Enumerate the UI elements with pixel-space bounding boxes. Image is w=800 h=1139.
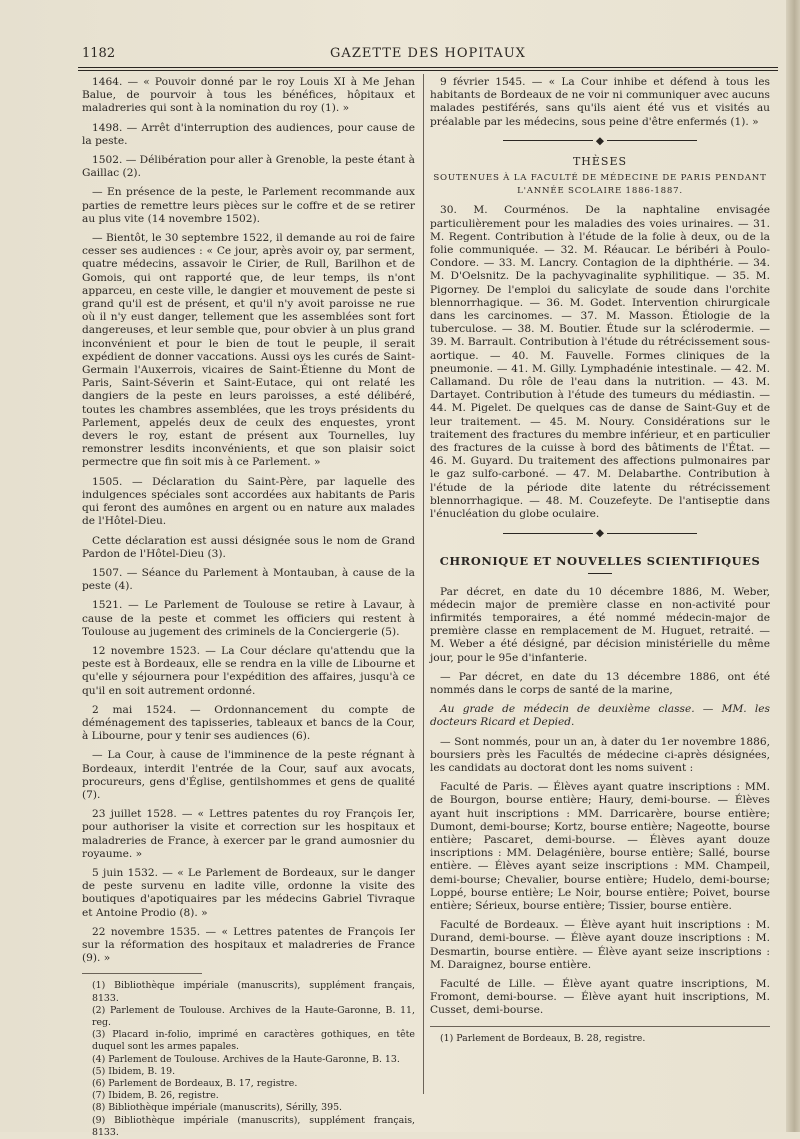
footnote: (6) Parlement de Bordeaux, B. 17, registre.: [92, 1078, 298, 1090]
section-separator: ◆: [430, 527, 770, 541]
footnote: (5) Ibidem, B. 19.: [92, 1065, 176, 1077]
chronology-entry: 1464. — « Pouvoir donné par le roy Louis XI à Me Jehan Balue, de pourvoir à tous les bénéfices, hôpitaux et maladreries qui sont à la nomination du roy (1). »: [82, 76, 415, 115]
header-rule-top: [78, 67, 778, 68]
journal-title: GAZETTE DES HOPITAUX: [330, 46, 526, 61]
theses-list: 30. M. Courménos. De la naphtaline envisagée particulièrement pour les maladies des voies urinaires. — 31. M. Regent. Contribution à l'étude de la folie à deux, ou de la folie communiquée. — 32. M. Réaucar. Le béribéri à Poulo-Condore. — 33. M. Lancry. Contagion de la diphthérie. — 34. M. D'Oelsnitz. De la pachyvaginalite syphilitique. — 35. M. Pigorney. De l'emploi du salicylate de soude dans l'orchite blennorrhagique. — 36. M. Godet. Intervention chirurgicale dans les carcinomes. — 37. M. Masson. Étiologie de la tuberculose. — 38. M. Boutier. Étude sur la sclérodermie. — 39. M. Barrault. Contribution à l'étude du rétrécissement sous-aortique. — 40. M. Fauvelle. Formes cliniques de la pneumonie. — 41. M. Gilly. Lymphadénie intestinale. — 42. M. Callamand. Du rôle de l'eau dans la nutrition. — 43. M. Dartayet. Contribution à l'étude des tumeurs du médiastin. — 44. M. Pigelet. De quelques cas de danse de Saint-Guy et de leur traitement. — 45. M. Noury. Considérations sur le traitement des fractures du membre inférieur, et en particulier des fractures de la cuisse à bord des bâtiments de l'État. — 46. M. Guyard. Du traitement des affections pulmonaires par le gaz sulfo-carboné. — 47. M. Delabarthe. Contribution à l'étude de la période dite latente du rétrécissement blennorrhagique. — 48. M. Couzefeyte. De l'antiseptie dans l'énucléation du globe oculaire.: [430, 204, 770, 521]
news-paragraph: — Sont nommés, pour un an, à dater du 1er novembre 1886, boursiers près les Facultés de médecine ci-après désignées, les candidats au doctorat dont les noms suivent :: [430, 735, 770, 774]
chronology-entry: 9 février 1545. — « La Cour inhibe et défend à tous les habitants de Bordeaux de ne voir ni communiquer avec aucuns malades pestiférés, sans qu'ils aient été vus et visités au préalable par les médecins, sous peine d'être enfermés (1). »: [430, 76, 770, 128]
section-separator: ◆: [430, 135, 770, 149]
news-paragraph: — Par décret, en date du 13 décembre 1886, ont été nommés dans le corps de santé de la marine,: [430, 670, 770, 696]
chronology-entry: 12 novembre 1523. — La Cour déclare qu'attendu que la peste est à Bordeaux, elle se rendra en la ville de Libourne et qu'elle y séjournera pour l'expédition des affaires, jusqu'à ce qu'il en soit autrement ordonné.: [82, 644, 415, 697]
footnote: (8) Bibliothèque impériale (manuscrits), Sérilly, 395.: [92, 1102, 343, 1114]
footnote: (1) Bibliothèque impériale (manuscrits), supplément français, 8133.: [92, 980, 415, 1004]
news-paragraph: Faculté de Bordeaux. — Élève ayant huit inscriptions : M. Durand, demi-bourse. — Élève ayant douze inscriptions : M. Desmartin, bourse entière. — Élève ayant seize inscriptions : M. Daraignez, bourse entière.: [430, 919, 770, 971]
chronology-entry: 5 juin 1532. — « Le Parlement de Bordeaux, sur le danger de peste survenu en ladite ville, ordonne la visite des boutiques d'apotiquaires par les médecins Gabriel Tivraque et Antoine Prodio (8). »: [82, 866, 415, 919]
footnotes-rule: [82, 973, 202, 974]
left-footnotes: [82, 980, 415, 1139]
column-divider: [423, 74, 424, 1094]
chronology-entry: 2 mai 1524. — Ordonnancement du compte de déménagement des tapisseries, tableaux et bancs de la Cour, à Libourne, pour y tenir ses audiences (6).: [82, 703, 415, 743]
theses-subheading: SOUTENUES À LA FACULTÉ DE MÉDECINE DE PARIS PENDANT L'ANNÉE SCOLAIRE 1886-1887.: [433, 173, 767, 197]
footnote: (3) Placard in-folio, imprimé en caractères gothiques, en tête duquel sont les armes papales.: [92, 1029, 415, 1053]
chronology-entry: 22 novembre 1535. — « Lettres patentes de François Ier sur la réformation des hospitaux et maladreries de France (9). »: [82, 925, 415, 965]
chronology-entry: 1498. — Arrêt d'interruption des audiences, pour cause de la peste.: [82, 121, 415, 147]
theses-heading: THÈSES: [572, 154, 628, 168]
news-paragraph: Faculté de Lille. — Élève ayant quatre inscriptions, M. Fromont, demi-bourse. — Élève ayant huit inscriptions, M. Cusset, demi-bourse.: [430, 977, 770, 1017]
chronicle-heading: CHRONIQUE ET NOUVELLES SCIENTIFIQUES: [439, 554, 761, 569]
heading-rule: [588, 573, 612, 574]
chronology-entry: 1502. — Délibération pour aller à Grenoble, la peste étant à Gaillac (2).: [82, 154, 415, 180]
chronology-entry: 1505. — Déclaration du Saint-Père, par laquelle des indulgences spéciales sont accordées aux habitants de Paris qui feront des aumônes en argent ou en nature aux malades de l'Hôtel-Dieu.: [82, 475, 415, 528]
news-paragraph: Au grade de médecin de deuxième classe. — MM. les docteurs Ricard et Depied.: [430, 703, 770, 729]
right-footnotes: [430, 1033, 770, 1045]
page-header: [78, 40, 778, 62]
news-paragraph: Faculté de Paris. — Élèves ayant quatre inscriptions : MM. de Bourgon, bourse entière; Haury, demi-bourse. — Élèves ayant huit inscriptions : MM. Darricarère, bourse entière; Dumont, demi-bourse; Kortz, bourse entière; Nageotte, bourse entière; Pascaret, demi-bourse. — Élèves ayant douze inscriptions : MM. Delagénière, bourse entière; Sallé, bourse entière. — Élèves ayant seize inscriptions : MM. Champeil, demi-bourse; Chevalier, bourse entière; Hudelo, demi-bourse; Loppé, bourse entière; Le Noir, bourse entière; Poivet, bourse entière; Sérieux, bourse entière; Tissier, bourse entière.: [430, 781, 770, 912]
chronology-entry: 1521. — Le Parlement de Toulouse se retire à Lavaur, à cause de la peste et commet les officiers qui restent à Toulouse au jugement des criminels de la Conciergerie (5).: [82, 599, 415, 638]
left-column: [82, 76, 415, 1139]
footnote: (1) Parlement de Bordeaux, B. 28, registre.: [440, 1032, 646, 1044]
right-column: [430, 76, 770, 1045]
page-number: 1182: [82, 46, 116, 61]
footnote: (9) Bibliothèque impériale (manuscrits), supplément français, 8133.: [92, 1114, 415, 1138]
header-rule-bottom: [78, 70, 778, 71]
chronology-entry: — En présence de la peste, le Parlement recommande aux parties de remettre leurs pièces sur le coffre et de se retirer au plus vite (14 novembre 1502).: [82, 186, 415, 225]
footnotes-rule: [430, 1026, 770, 1027]
chronology-entry: — Bientôt, le 30 septembre 1522, il demande au roi de faire cesser ses audiences : « Ce jour, après avoir oy, par serment, quatre médecins, assavoir le Cirier, de Rull, Barilhon et de Gomois, qui ont rapporté que, de leur temps, ils n'ont apparceu, en ceste ville, le dangier et mouvement de peste si grand qu'il est de présent, et qu'il n'y avoit paroisse ne rue où il n'y eust danger, tellement que les assemblées sont fort dangereuses, et leur semble que, pour obvier à un plus grand inconvénient et pour le bien de tout le peuple, il serait expédient de donner vaccations. Aussi oys les curés de Saint-Germain l'Auxerrois, vicaires de Saint-Étienne du Mont de Paris, Saint-Séverin et Saint-Eutace, qui ont relaté les dangiers de la peste en leurs paroisses, a esté délibéré, toutes les chambres assemblées, que les troys présidents du Parlement, appelés deux de ceulx des enquestes, yront devers le roy, estant de présent aux Tournelles, luy remonstrer lesdits inconvénients, et que son plaisir soict permectre que fin soit mis à ce Parlement. »: [82, 232, 415, 469]
chronology-entry: 23 juillet 1528. — « Lettres patentes du roy François Ier, pour authoriser la visite et correction sur les hospitaux et maladreries de France, à exercer par le grand aumosnier du royaume. »: [82, 808, 415, 860]
news-paragraph: Par décret, en date du 10 décembre 1886, M. Weber, médecin major de première classe en non-activité pour infirmités temporaires, a été nommé médecin-major de première classe en remplacement de M. Huguet, retraité. — M. Weber a été désigné, par décision ministérielle du même jour, pour le 95e d'infanterie.: [430, 585, 770, 664]
footnote: (7) Ibidem, B. 26, registre.: [92, 1090, 219, 1102]
footnote: (2) Parlement de Toulouse. Archives de la Haute-Garonne, B. 11, reg.: [92, 1004, 415, 1028]
page-edge: [786, 0, 800, 1132]
chronology-entry: Cette déclaration est aussi désignée sous le nom de Grand Pardon de l'Hôtel-Dieu (3).: [82, 534, 415, 560]
chronology-entry: — La Cour, à cause de l'imminence de la peste régnant à Bordeaux, interdit l'entrée de la Cour, sauf aux avocats, procureurs, gens d'Église, gentilshommes et gens de qualité (7).: [82, 749, 415, 801]
chronology-entry: 1507. — Séance du Parlement à Montauban, à cause de la peste (4).: [82, 566, 415, 593]
footnote: (4) Parlement de Toulouse. Archives de la Haute-Garonne, B. 13.: [92, 1053, 400, 1065]
